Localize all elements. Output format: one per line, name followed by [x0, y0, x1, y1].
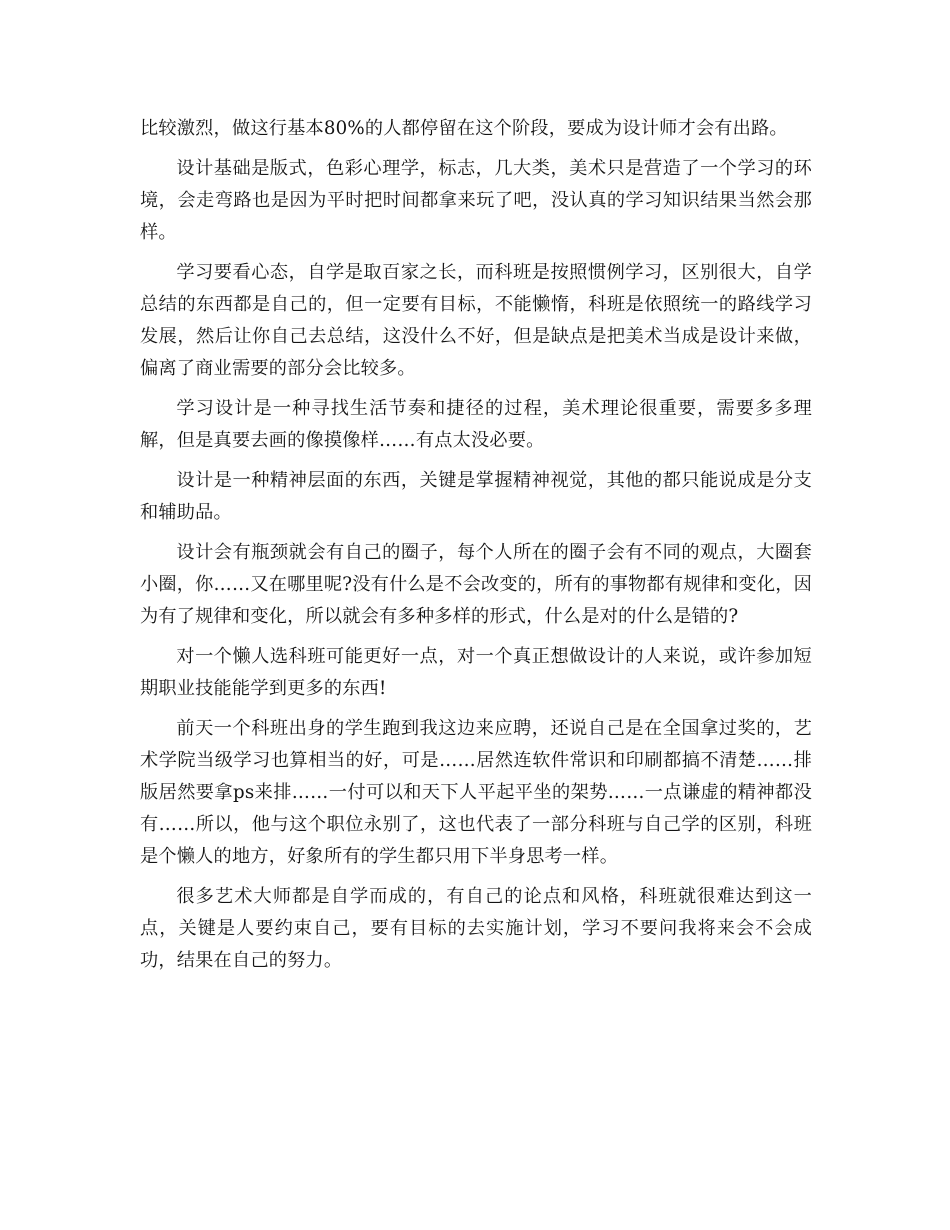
- paragraph-4: 学习设计是一种寻找生活节奏和捷径的过程，美术理论很重要，需要多多理解，但是真要去画的像摸像样……有点太没必要。: [140, 398, 812, 451]
- paragraph-1: 比较激烈，做这行基本80%的人都停留在这个阶段，要成为设计师才会有出路。: [140, 118, 788, 139]
- paragraph-3: 学习要看心态，自学是取百家之长，而科班是按照惯例学习，区别很大，自学总结的东西都是自己的，但一定要有目标，不能懒惰，科班是依照统一的路线学习发展，然后让你自己去总结，这没什么不好，但是缺点是把美术当成是设计来做，偏离了商业需要的部分会比较多。: [140, 262, 812, 379]
- paragraph-6: 设计会有瓶颈就会有自己的圈子，每个人所在的圈子会有不同的观点，大圈套小圈，你……又在哪里呢?没有什么是不会改变的，所有的事物都有规律和变化，因为有了规律和变化，所以就会有多种多样的形式，什么是对的什么是错的?: [140, 542, 812, 627]
- paragraph-2: 设计基础是版式，色彩心理学，标志，几大类，美术只是营造了一个学习的环境，会走弯路也是因为平时把时间都拿来玩了吧，没认真的学习知识结果当然会那样。: [140, 158, 812, 243]
- paragraph-8: 前天一个科班出身的学生跑到我这边来应聘，还说自己是在全国拿过奖的，艺术学院当级学习也算相当的好，可是……居然连软件常识和印刷都搞不清楚……排版居然要拿ps来排……一付可以和天下人平起平坐的架势……一点谦虚的精神都没有……所以，他与这个职位永别了，这也代表了一部分科班与自己学的区别，科班是个懒人的地方，好象所有的学生都只用下半身思考一样。: [140, 718, 812, 867]
- paragraph-5: 设计是一种精神层面的东西，关键是掌握精神视觉，其他的都只能说成是分支和辅助品。: [140, 470, 812, 523]
- document-body: [140, 113, 812, 985]
- paragraph-7: 对一个懒人选科班可能更好一点，对一个真正想做设计的人来说，或许参加短期职业技能能学到更多的东西!: [140, 646, 812, 699]
- paragraph-9: 很多艺术大师都是自学而成的，有自己的论点和风格，科班就很难达到这一点，关键是人要约束自己，要有目标的去实施计划，学习不要问我将来会不会成功，结果在自己的努力。: [140, 886, 812, 971]
